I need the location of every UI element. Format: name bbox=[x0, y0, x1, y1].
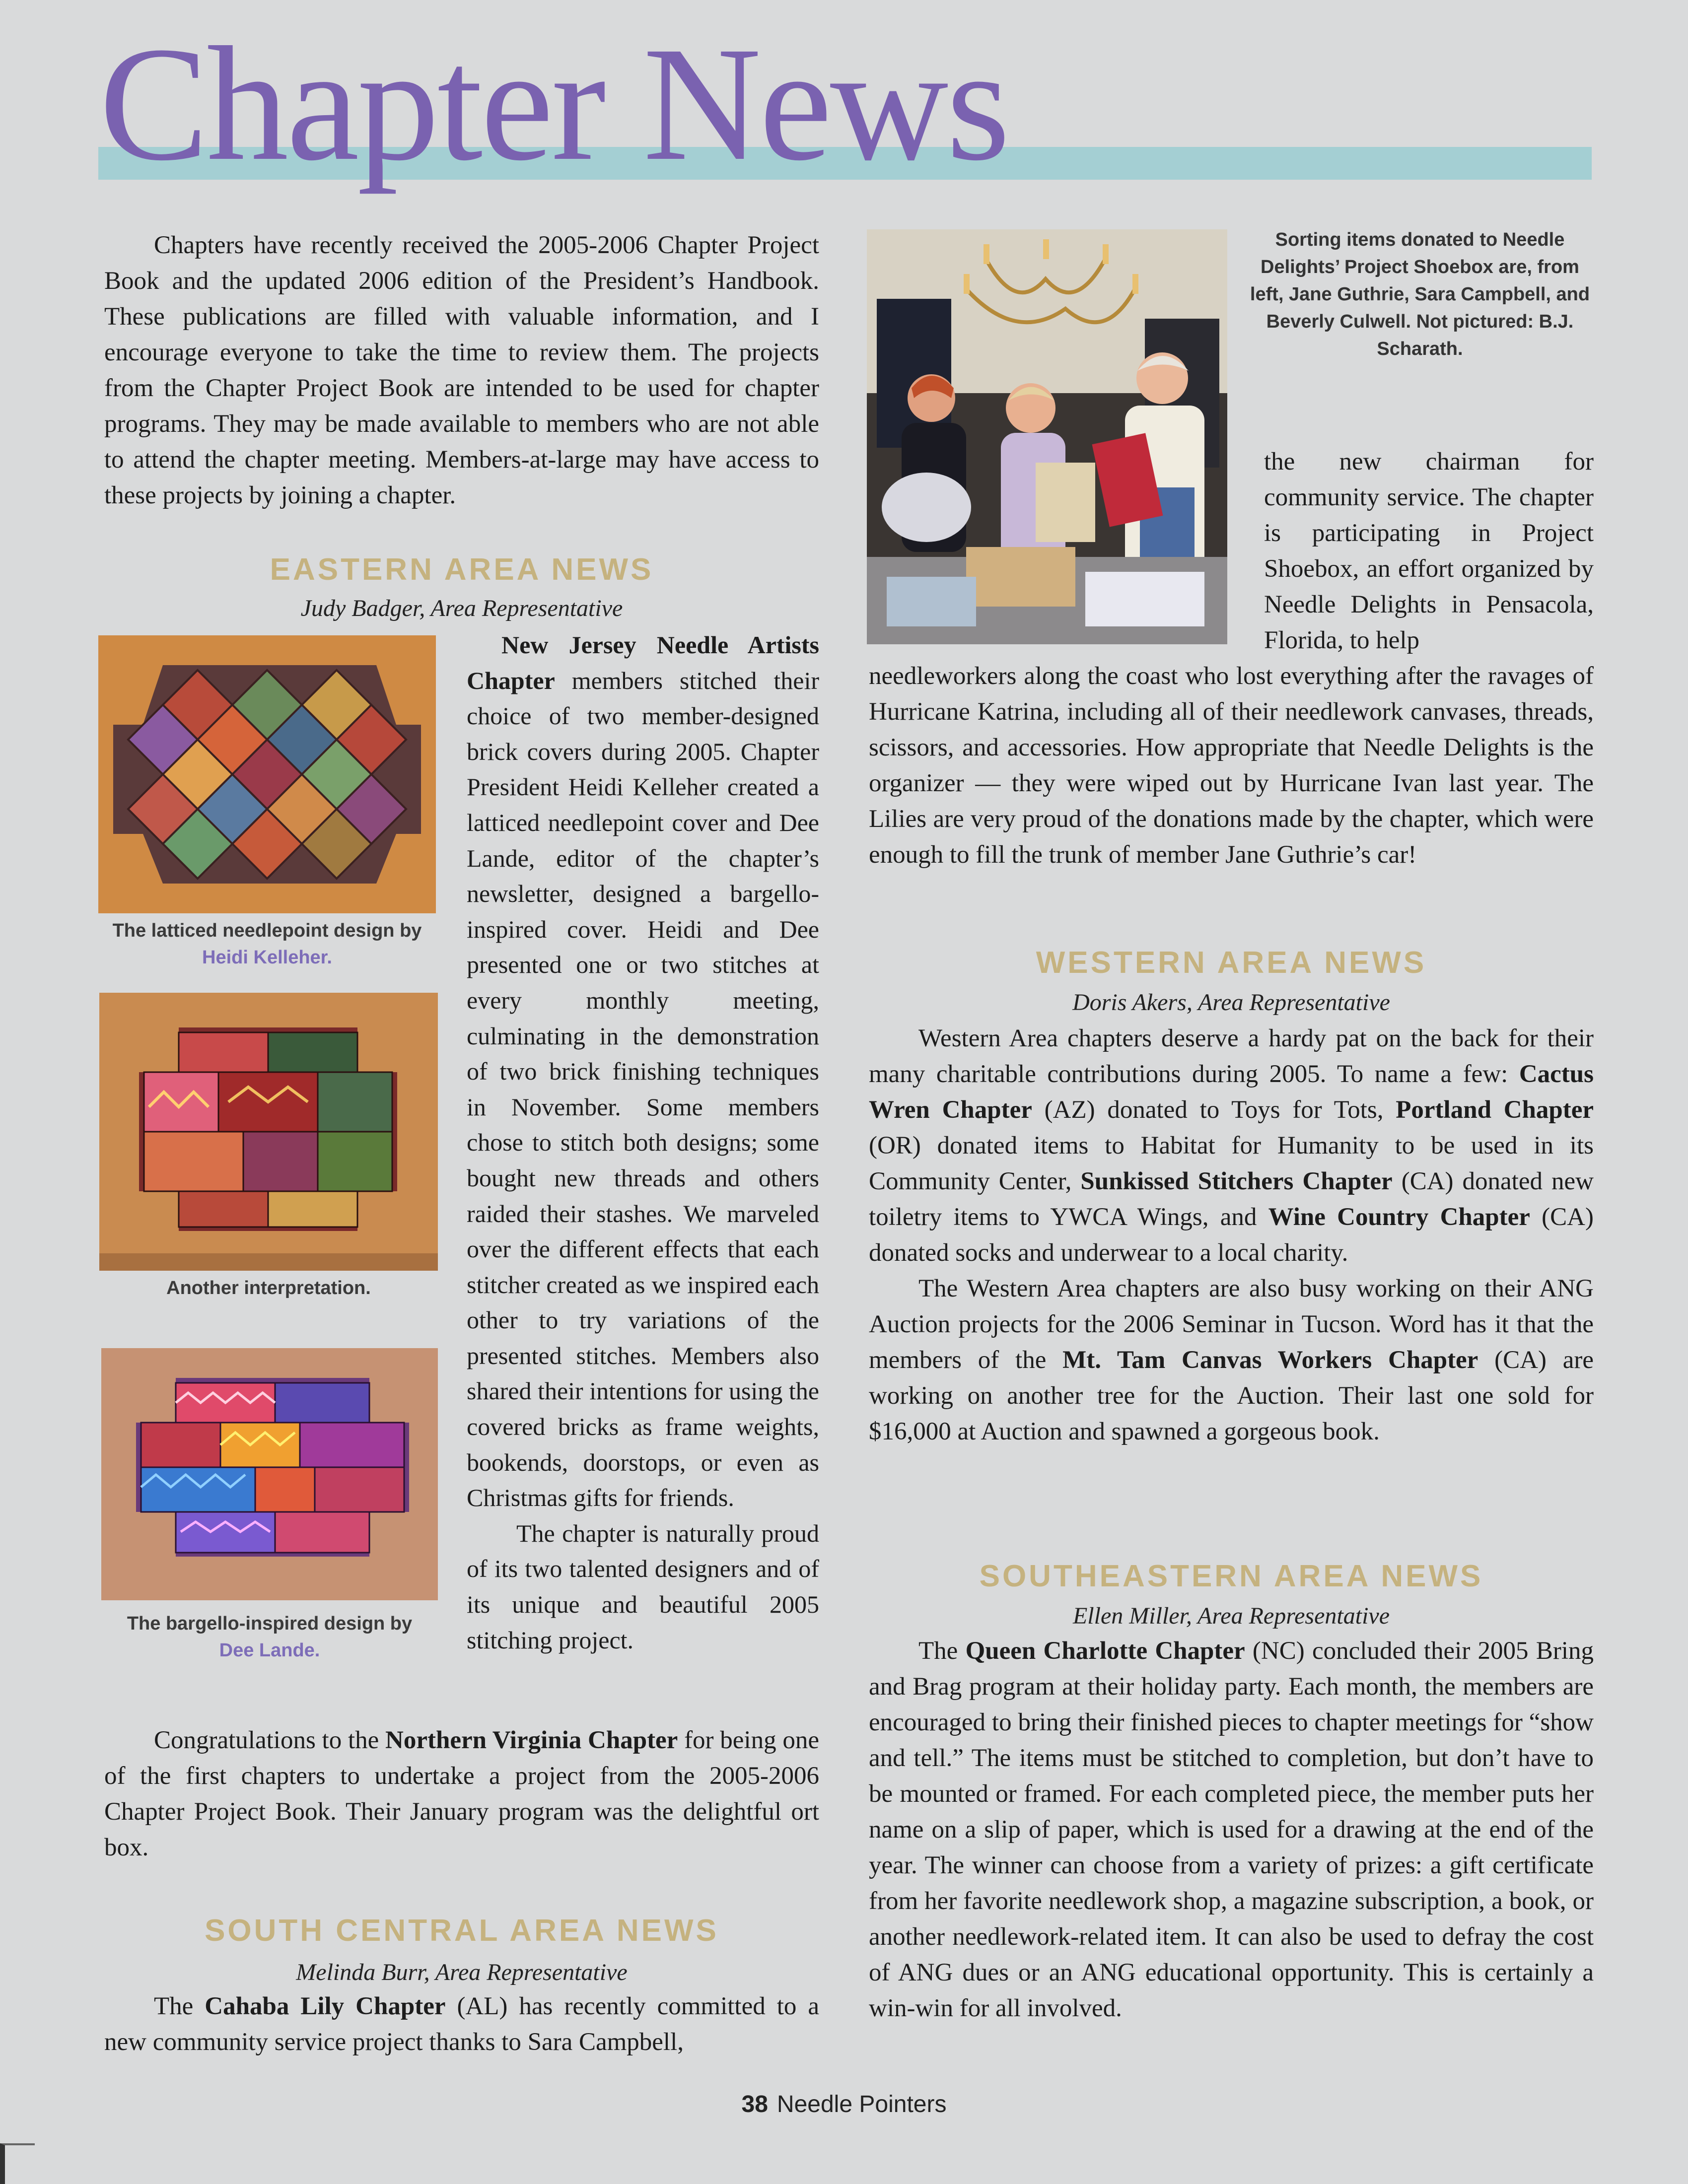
western-heading: WESTERN AREA NEWS bbox=[1036, 946, 1427, 980]
southeastern-heading: SOUTHEASTERN AREA NEWS bbox=[979, 1559, 1483, 1593]
south-central-byline: Melinda Burr, Area Representative bbox=[296, 1959, 628, 1985]
bargello-caption: The bargello-inspired design by Dee Lande. bbox=[127, 1613, 413, 1661]
latticed-needlepoint-image bbox=[98, 635, 436, 913]
eastern-heading: EASTERN AREA NEWS bbox=[270, 552, 654, 587]
south-central-heading: SOUTH CENTRAL AREA NEWS bbox=[205, 1913, 719, 1948]
south-central-paragraph: The Cahaba Lily Chapter (AL) has recently committed to a new community service project thanks to Sara Campbell, bbox=[104, 1992, 819, 2056]
bargello-needlepoint-image bbox=[101, 1348, 438, 1600]
corner-mark bbox=[0, 2143, 35, 2184]
page-number: 38 bbox=[741, 2091, 768, 2117]
project-shoebox-photo bbox=[867, 229, 1227, 644]
eastern-paragraph-1: New Jersey Needle Artists Chapter members stitched their choice of two member-designed brick covers during 2005. Chapter President Heidi Kelleher created a latticed needlepoint cover and Dee Lande, editor of the chapter’s newsletter, designed a bargello-inspired cover. Heidi and Dee presented one or two stitches at every monthly meeting, culminating in the demonstration of two brick finishing techniques in November. Some members chose to stitch both designs; some bought new threads and others raided their stashes. We marveled over the different effects that each stitcher created as we inspired each other to try variations of the presented stitches. Members also shared their intentions for using the covered bricks as frame weights, bookends, doorstops, or even as Christmas gifts for friends. The chapter is naturally proud of its two talented designers and of its unique and beautiful 2005 stitching project. bbox=[467, 631, 819, 1654]
intro-paragraph: Chapters have recently received the 2005-2006 Chapter Project Book and the updated 2006 edition of the President’s Handbook. These publications are filled with valuable information, and I encourage everyone to take the time to review them. The projects from the Chapter Project Book are intended to be used for chapter programs. They may be made available to members who are not able to attend the chapter meeting. Members-at-large may have access to these projects by joining a chapter. bbox=[104, 231, 819, 509]
publication-name: Needle Pointers bbox=[776, 2091, 947, 2117]
south-central-continuation-narrow: the new chairman for community service. The chapter is participating in Project Shoebox, an effort organized by Needle Delights in Pensacola, Florida, to help bbox=[1264, 448, 1594, 654]
page-title: Chapter News bbox=[99, 13, 1008, 195]
photo-caption: Sorting items donated to Needle Delights’ Project Shoebox are, from left, Jane Guthrie, Sara Campbell, and Beverly Culwell. Not pictured: B.J. Scharath. bbox=[1250, 229, 1590, 359]
eastern-byline: Judy Badger, Area Representative bbox=[300, 595, 623, 621]
western-byline: Doris Akers, Area Representative bbox=[1072, 989, 1390, 1016]
southeastern-paragraph: The Queen Charlotte Chapter (NC) concluded their 2005 Bring and Brag program at their holiday party. Each month, the members are encouraged to bring their finished pieces to chapter meetings for “show and tell.” The items must be stitched to completion, but don’t have to be mounted or framed. For each completed piece, the member puts her name on a slip of paper, which is used for a drawing at the end of the year. The winner can choose from a variety of prizes: a gift certificate from her favorite needlework shop, a magazine subscription, a book, or another needlework-related item. It can also be used to defray the cost of ANG dues or an ANG educational opportunity. This is certainly a win-win for all involved. bbox=[869, 1637, 1594, 2022]
interpretation-needlepoint-image bbox=[99, 993, 438, 1271]
south-central-continuation: needleworkers along the coast who lost everything after the ravages of Hurricane Katrina, including all of their needlework canvases, threads, scissors, and accessories. How appropriate that Needle Delights is the organizer — they were wiped out by Hurricane Ivan last year. The Lilies are very proud of the donations made by the chapter, which were enough to fill the trunk of member Jane Guthrie’s car! bbox=[869, 662, 1594, 869]
western-paragraphs: Western Area chapters deserve a hardy pat on the back for their many charitable contributions during 2005. To name a few: Cactus Wren Chapter (AZ) donated to Toys for Tots, Portland Chapter (OR) donated items to Habitat for Humanity to be used in its Community Center, Sunkissed Stitchers Chapter (CA) donated new toiletry items to YWCA Wings, and Wine Country Chapter (CA) donated socks and underwear to a local charity. The Western Area chapters are also busy working on their ANG Auction projects for the 2006 Seminar in Tucson. Word has it that the members of the Mt. Tam Canvas Workers Chapter (CA) are working on another tree for the Auction. Their last one sold for $16,000 at Auction and spawned a gorgeous book. bbox=[869, 1024, 1594, 1445]
interpretation-caption: Another interpretation. bbox=[166, 1278, 371, 1298]
latticed-caption: The latticed needlepoint design by Heidi Kelleher. bbox=[112, 920, 422, 968]
eastern-paragraph-3: Congratulations to the Northern Virginia Chapter for being one of the first chapters to undertake a project from the 2005-2006 Chapter Project Book. Their January program was the delightful ort box. bbox=[104, 1726, 819, 1861]
southeastern-byline: Ellen Miller, Area Representative bbox=[1072, 1603, 1390, 1629]
page-footer bbox=[0, 2091, 1688, 2118]
